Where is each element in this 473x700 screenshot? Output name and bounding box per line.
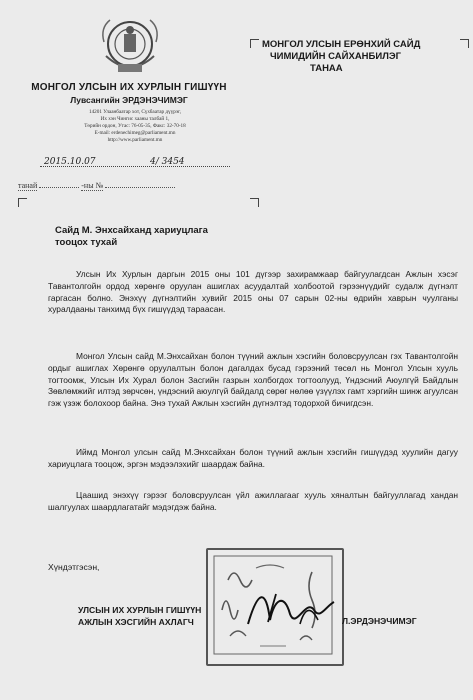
signer-name: Л.ЭРДЭНЭЧИМЭГ — [342, 616, 417, 626]
subject-line: Сайд М. Энхсайханд хариуцлага — [55, 225, 208, 236]
recipient-line: ЧИМИДИЙН САЙХАНБИЛЭГ — [270, 51, 402, 62]
website-line: http://www.parliament.mn — [107, 137, 163, 143]
subject-line: тооцох тухай — [55, 237, 118, 248]
handwritten-date: 2015.10.07 — [44, 157, 96, 167]
reference-number-label: -ны № — [81, 181, 104, 190]
body-paragraph-1: Улсын Их Хурлын даргын 2015 оны 101 дүгээр захирамжаар байгуулагдсан Ажлын хэсэг Тавантолгойн ордод хөрөнгө оруулан ашиглах асуудалтай холбоотой гэрээнүүдийг судалж дүгнэлт гаргасан болно. Энэхүү дүгнэлтийн хувийг 2015 оны 07 сарын 02-ны өдрийн хаврын чуулганы хуралдааны танхимд бүх гишүүдэд тараасан. — [48, 269, 458, 315]
body-paragraph-2: Монгол Улсын сайд М.Энхсайхан болон түүний ажлын хэсгийн боловсруулсан гэх Тавантолгойн ордыг ашиглах Хөрөнгө оруулалтын болон дагалдах бусад гэрээний төсөл нь Монгол Улсын хууль тогтоомж, Улсын Их Хурал болон Засгийн газрын холбогдох тогтоолууд, Үндэсний Аюулгүй Байдлын Зөвлөмжийг илтэд зөрчсөн, үндэсний аюулгүй байдалд сөрөг нөлөө үзүүлэх гамт хэргийн шинж агуулсан гэж үзэж болохоор байна. Энэ тухай Ажлын хэсгийн дүгнэлтэд тодорхой бичигдсэн. — [48, 351, 458, 409]
state-emblem-icon — [98, 14, 162, 80]
reference-label: танай — [18, 181, 38, 190]
letterhead-institution: МОНГОЛ УЛСЫН ИХ ХУРЛЫН ГИШҮҮН — [31, 82, 227, 93]
recipient-corner-mark — [250, 39, 259, 48]
recipient-block — [262, 39, 467, 75]
address-line: Төрийн ордон, Утас: 76-05-35, Факс: 32-70-18 — [84, 123, 186, 129]
email-line: E-mail: erdenechimeg@parliament.mn — [94, 130, 176, 136]
body-paragraph-3: Иймд Монгол улсын сайд М.Энхсайхан болон түүний ажлын хэсгийн гишүүдэд хуулийн дагуу хариуцлага тооцож, эргэн мэдээлэхийг шаардаж байна. — [48, 447, 458, 469]
closing-greeting: Хүндэтгэсэн, — [48, 562, 100, 572]
recipient-line: МОНГОЛ УЛСЫН ЕРӨНХИЙ САЙД — [262, 39, 421, 50]
reference-number-blank — [105, 187, 175, 188]
letterhead-member-name: Лувсангийн ЭРДЭНЭЧИМЭГ — [70, 95, 188, 105]
signer-title-line: АЖЛЫН ХЭСГИЙН АХЛАГЧ — [78, 617, 194, 627]
address-corner-mark — [18, 198, 27, 207]
address-corner-mark — [250, 198, 259, 207]
signer-title — [78, 604, 201, 628]
signer-title-line: УЛСЫН ИХ ХУРЛЫН ГИШҮҮН — [78, 605, 202, 615]
reference-blank — [39, 187, 79, 188]
recipient-line: ТАНАА — [310, 63, 343, 74]
body-paragraph-4: Цаашид энэхүү гэрээг боловсруулсан үйл ажиллагааг хууль хяналтын байгууллагад хандан шалгуулах шаардлагатайг мэдэгдэж байна. — [48, 490, 458, 512]
address-line: Их хэн Чингис хааны талбай 1, — [100, 116, 170, 122]
handwritten-signature — [240, 580, 340, 640]
address-line: 14201 Улаанбаатар хот, Сүхбаатар дүүрэг, — [88, 109, 182, 115]
handwritten-number: 4/ 3454 — [150, 157, 185, 167]
subject-block — [55, 225, 275, 249]
reference-row — [18, 181, 175, 191]
